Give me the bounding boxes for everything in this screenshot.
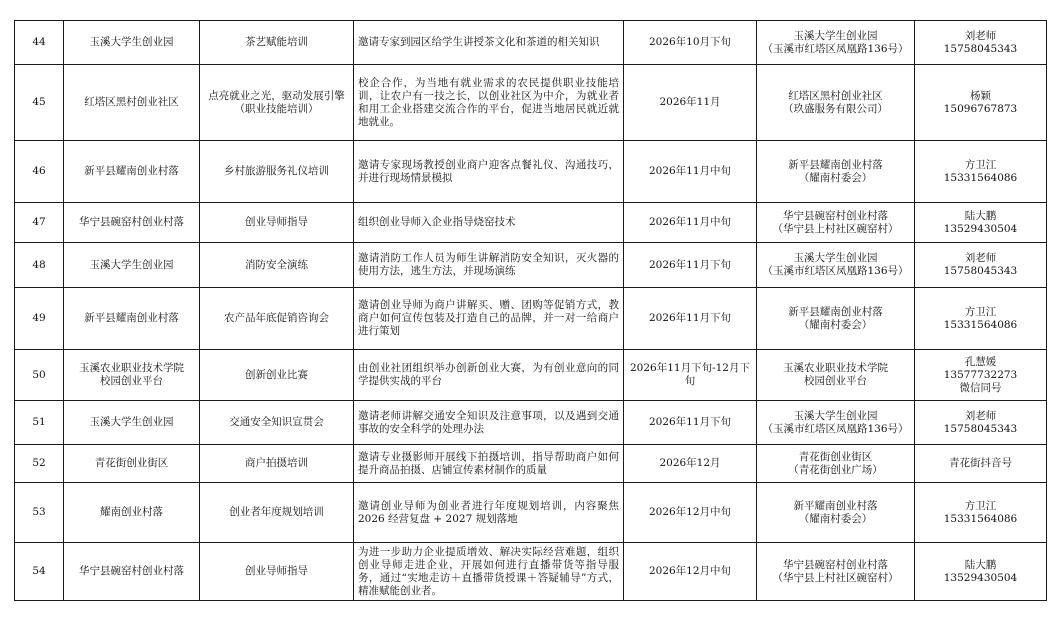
activity-description: 邀请消防工作人员为师生讲解消防安全知识，灭火器的使用方法，逃生方法，并现场演练 [354,243,624,288]
contact-info-line: 杨颖 [970,89,991,102]
activity-venue-line: 玉溪大学生创业园 [793,409,878,422]
activity-time: 2026年12月中旬 [624,483,757,543]
activity-venue-line: 青花街创业街区 [798,450,873,463]
row-number: 46 [15,141,64,203]
activity-venue-line: 华宁县碗窑村创业村落 [783,209,888,222]
contact-info-line: 15758045343 [943,265,1018,277]
contact-info [915,350,1047,401]
row-number: 50 [15,350,64,401]
contact-info-line: 13577732273 [943,368,1018,381]
activity-venue-line: （华宁县上村社区碗窑村） [772,222,899,235]
table-row [15,401,1047,445]
organizer-unit-line: 耀南创业村落 [100,506,163,518]
row-number: 54 [15,543,64,601]
table-row [15,65,1047,141]
contact-info-line: 刘老师 [964,409,997,422]
activity-venue-line: 玉溪大学生创业园 [793,252,878,264]
activity-name-line: 点亮就业之光，驱动发展引擎 [208,89,345,102]
activity-venue-line: 新平县耀南创业村落 [788,305,883,318]
activity-time: 2026年11月中旬 [624,203,757,243]
organizer-unit-line: 新平县耀南创业村落 [84,165,179,177]
contact-info-line: 15331564086 [943,512,1018,525]
activity-time: 2026年11月中旬 [624,141,757,203]
contact-info [915,401,1047,445]
activity-venue-line: （耀南村委会） [798,512,873,525]
row-number: 44 [15,21,64,65]
contact-info-line: 微信同号 [959,381,1002,394]
activity-name-line: 创业导师指导 [245,216,308,228]
row-number: 45 [15,65,64,141]
contact-info-line: 15331564086 [943,171,1018,184]
row-number: 49 [15,288,64,350]
organizer-unit [64,445,200,483]
contact-info-line: 13529430504 [943,222,1018,235]
activity-name-line: 茶艺赋能培训 [245,36,308,48]
contact-info [915,65,1047,141]
activity-name-line: 乡村旅游服务礼仪培训 [224,165,329,177]
activity-name [200,21,354,65]
activity-time: 2026年11月下旬 [624,243,757,288]
activity-time: 2026年11月下旬-12月下旬 [624,350,757,401]
row-number: 48 [15,243,64,288]
activity-venue-line: 校园创业平台 [804,375,867,387]
row-number: 52 [15,445,64,483]
organizer-unit [64,21,200,65]
organizer-unit [64,483,200,543]
organizer-unit [64,243,200,288]
activity-description: 组织创业导师入企业指导烧窑技术 [354,203,624,243]
contact-info-line: 15758045343 [943,42,1018,55]
activity-description: 邀请创业导师为创业者进行年度规划培训，内容聚焦2026 经营复盘 + 2027 规划落地 [354,483,624,543]
activity-time: 2026年11月下旬 [624,401,757,445]
organizer-unit-line: 新平县耀南创业村落 [84,312,179,324]
organizer-unit [64,543,200,601]
organizer-unit [64,288,200,350]
contact-info-line: 方卫江 [964,499,997,512]
activity-venue-line: （玖盛服务有限公司） [783,102,888,115]
activity-name [200,243,354,288]
activity-venue [757,543,915,601]
contact-info-line: 15096767873 [943,102,1018,115]
activity-schedule-table [14,20,1047,601]
activity-venue [757,401,915,445]
activity-description: 为进一步助力企业提质增效、解决实际经营难题，组织创业导师走进企业，开展如何进行直播带货等指导服务，通过“实地走访＋直播带货授课＋答疑辅导”方式，精准赋能创业者。 [354,543,624,601]
table-row [15,483,1047,543]
activity-venue-line: （华宁县上村社区碗窑村） [772,571,899,584]
activity-venue [757,203,915,243]
contact-info [915,445,1047,483]
table-row [15,288,1047,350]
activity-venue-line: 新平县耀南创业村落 [788,158,883,171]
activity-venue-line: （玉溪市红塔区凤凰路136号） [762,42,909,55]
activity-name-line: 创新创业比赛 [245,368,308,381]
contact-info-line: 15758045343 [943,422,1018,435]
activity-venue-line: （耀南村委会） [798,171,873,184]
activity-venue-line: （青花街创业广场） [788,463,883,476]
activity-venue-line: 玉溪大学生创业园 [793,29,878,42]
row-number: 53 [15,483,64,543]
contact-info [915,543,1047,601]
activity-name-line: 创业者年度规划培训 [229,506,324,518]
organizer-unit [64,350,200,401]
table-row [15,203,1047,243]
activity-venue [757,350,915,401]
table-row [15,445,1047,483]
contact-info-line: 青花街抖音号 [949,457,1012,469]
activity-venue-line: （玉溪市红塔区凤凰路136号） [762,265,909,277]
activity-name-line: 商户拍摄培训 [245,457,308,469]
organizer-unit-line: 青花街创业街区 [94,457,169,469]
activity-name-line: 消防安全演练 [245,258,308,271]
activity-venue [757,288,915,350]
activity-name-line: （职业技能培训） [234,102,319,115]
activity-venue-line: （玉溪市红塔区凤凰路136号） [762,422,909,435]
organizer-unit [64,141,200,203]
organizer-unit-line: 玉溪大学生创业园 [89,416,174,428]
activity-venue-line: 红塔区黑村创业社区 [788,89,883,102]
activity-time: 2026年12月中旬 [624,543,757,601]
table-row [15,543,1047,601]
contact-info [915,483,1047,543]
contact-info-line: 方卫江 [964,305,997,318]
activity-venue [757,141,915,203]
organizer-unit-line: 玉溪农业职业技术学院 [79,362,184,374]
contact-info-line: 方卫江 [964,158,997,171]
organizer-unit-line: 红塔区黑村创业社区 [84,96,179,108]
activity-venue-line: 华宁县碗窑村创业村落 [783,558,888,571]
activity-name [200,288,354,350]
organizer-unit-line: 玉溪大学生创业园 [89,36,174,48]
organizer-unit-line: 玉溪大学生创业园 [89,258,174,271]
contact-info-line: 15331564086 [943,318,1018,331]
activity-name [200,141,354,203]
activity-venue-line: 玉溪农业职业技术学院 [783,362,888,374]
activity-venue-line: （耀南村委会） [798,318,873,331]
contact-info [915,141,1047,203]
activity-description: 邀请专家现场教授创业商户迎客点餐礼仪、沟通技巧，并进行现场情景模拟 [354,141,624,203]
activity-venue-line: 新平耀南创业村落 [793,499,878,512]
activity-venue [757,243,915,288]
contact-info-line: 孔慧媛 [964,355,997,368]
contact-info [915,243,1047,288]
activity-description: 邀请专家到园区给学生讲授茶文化和茶道的相关知识 [354,21,624,65]
contact-info-line: 陆大鹏 [964,558,997,571]
organizer-unit-line: 校园创业平台 [100,375,163,387]
contact-info-line: 13529430504 [943,571,1018,584]
activity-time: 2026年10月下旬 [624,21,757,65]
contact-info [915,21,1047,65]
activity-venue [757,483,915,543]
activity-time: 2026年12月 [624,445,757,483]
activity-description: 邀请专业摄影师开展线下拍摄培训，指导帮助商户如何提升商品拍摄、店铺宣传素材制作的质量 [354,445,624,483]
contact-info-line: 刘老师 [964,29,997,42]
activity-name [200,543,354,601]
table-row [15,350,1047,401]
activity-description: 校企合作，为当地有就业需求的农民提供职业技能培训，让农户有一技之长，以创业社区为中介，为就业者和用工企业搭建交流合作的平台，促进当地居民就近就地就业。 [354,65,624,141]
activity-name [200,483,354,543]
activity-description: 邀请创业导师为商户讲解买、赠、团购等促销方式，教商户如何宣传包装及打造自己的品牌，并一对一给商户进行策划 [354,288,624,350]
activity-name [200,350,354,401]
activity-time: 2026年11月 [624,65,757,141]
organizer-unit [64,401,200,445]
activity-name-line: 创业导师指导 [245,565,308,577]
activity-description: 由创业社团组织举办创新创业大赛，为有创业意向的同学提供实战的平台 [354,350,624,401]
activity-name-line: 交通安全知识宣贯会 [229,416,324,428]
activity-venue [757,21,915,65]
table-row [15,243,1047,288]
activity-name [200,203,354,243]
activity-name [200,401,354,445]
organizer-unit-line: 华宁县碗窑村创业村落 [79,565,184,577]
organizer-unit-line: 华宁县碗窑村创业村落 [79,216,184,228]
activity-venue [757,65,915,141]
row-number: 51 [15,401,64,445]
organizer-unit [64,203,200,243]
organizer-unit [64,65,200,141]
row-number: 47 [15,203,64,243]
contact-info-line: 陆大鹏 [964,209,997,222]
activity-name [200,445,354,483]
activity-time: 2026年11月下旬 [624,288,757,350]
contact-info [915,203,1047,243]
table-row [15,141,1047,203]
activity-description: 邀请老师讲解交通安全知识及注意事项，以及遇到交通事故的安全科学的处理办法 [354,401,624,445]
activity-name [200,65,354,141]
contact-info-line: 刘老师 [964,252,997,264]
contact-info [915,288,1047,350]
activity-venue [757,445,915,483]
activity-name-line: 农产品年底促销咨询会 [224,312,329,324]
table-body [15,21,1047,601]
table-row [15,21,1047,65]
